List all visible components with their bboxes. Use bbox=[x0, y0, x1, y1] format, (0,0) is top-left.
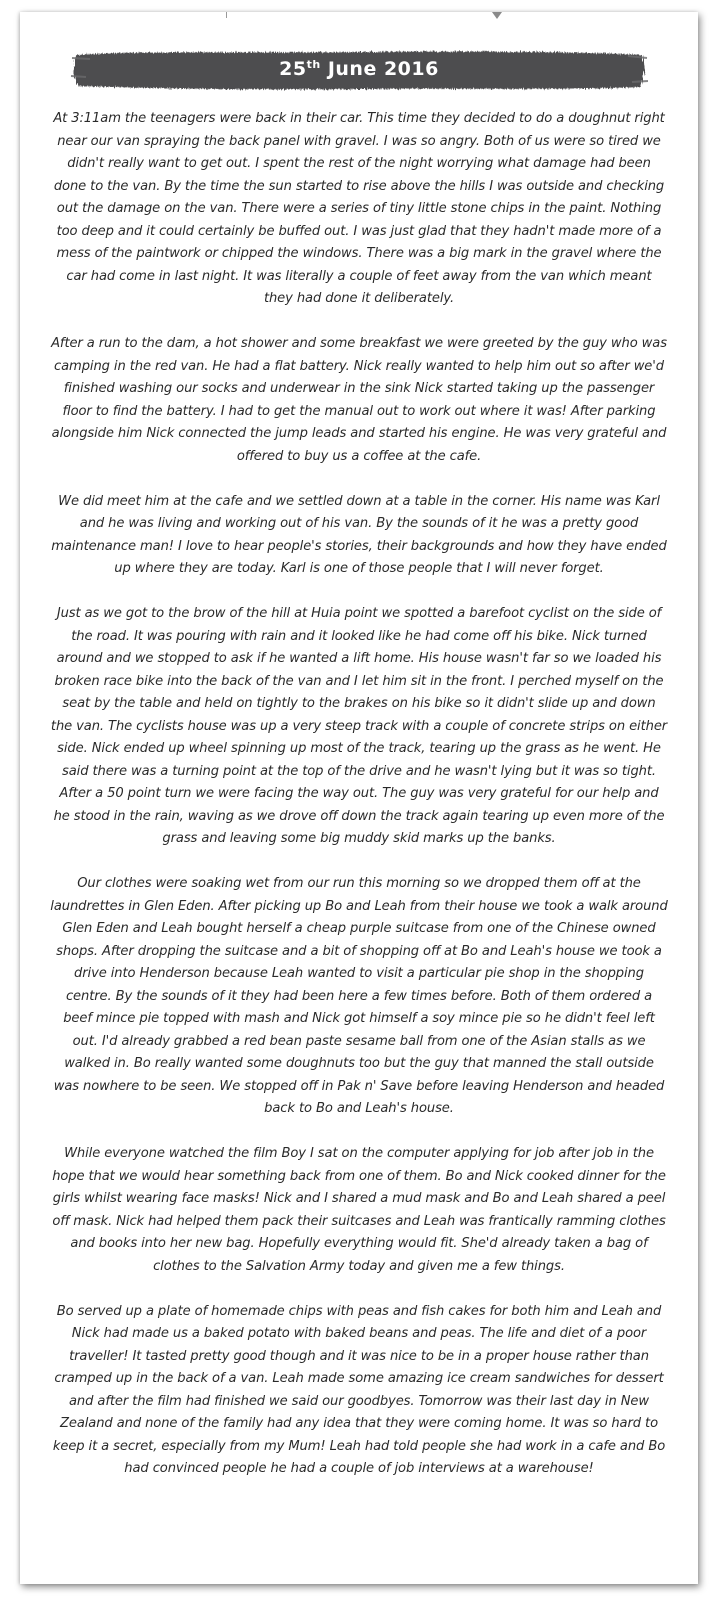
entry-body bbox=[50, 108, 668, 1503]
date-month-year: June 2016 bbox=[327, 58, 439, 80]
page-edge-mark bbox=[226, 12, 227, 18]
date-banner bbox=[70, 46, 648, 94]
page-notch bbox=[492, 12, 502, 19]
paragraph: Bo served up a plate of homemade chips with peas and fish cakes for both him and Leah and Nick had made us a baked potato with baked beans and peas. The life and diet of a poor traveller! It tasted pretty good though and it was nice to be in a proper house rather than cramped up in the back of a van. Leah made some amazing ice cream sandwiches for dessert and after the film had finished we said our goodbyes. Tomorrow was their last day in New Zealand and none of the family had any idea that they were coming home. It was so hard to keep it a secret, especially from my Mum! Leah had told people she had work in a cafe and Bo had convinced people he had a couple of job interviews at a warehouse! bbox=[52, 1303, 666, 1476]
date-day-suffix: th bbox=[306, 58, 321, 71]
entry-date bbox=[70, 46, 648, 94]
date-day: 25 bbox=[279, 58, 307, 80]
paragraph: Just as we got to the brow of the hill at Huia point we spotted a barefoot cyclist on the side of the road. It was pouring with rain and it looked like he had come off his bike. Nick turned around and we stopped to ask if he wanted a lift home. His house wasn't far so we loaded his broken race bike into the back of the van and I let him sit in the front. I perched myself on the seat by the table and held on tightly to the brakes on his bike so it didn't slide up and down the van. The cyclists house was up a very steep track with a couple of concrete strips on either side. Nick ended up wheel spinning up most of the track, tearing up the grass as he went. He said there was a turning point at the top of the drive and he wasn't lying but it was so tight. After a 50 point turn we were facing the way out. The guy was very grateful for our help and he stood in the rain, waving as we drove off down the track again tearing up even more of the grass and leaving some big muddy skid marks up the banks. bbox=[50, 606, 668, 846]
paragraph: While everyone watched the film Boy I sat on the computer applying for job after job in the hope that we would hear something back from one of them. Bo and Nick cooked dinner for the girls whilst wearing face masks! Nick and I shared a mud mask and Bo and Leah shared a peel off mask. Nick had helped them pack their suitcases and Leah was frantically ramming clothes and books into her new bag. Hopefully everything would fit. She'd already taken a bag of clothes to the Salvation Army today and given me a few things. bbox=[52, 1146, 666, 1274]
paragraph: After a run to the dam, a hot shower and some breakfast we were greeted by the guy who was camping in the red van. He had a flat battery. Nick really wanted to help him out so after we'd finished washing our socks and underwear in the sink Nick started taking up the passenger floor to find the battery. I had to get the manual out to work out where it was! After parking alongside him Nick connected the jump leads and started his engine. He was very grateful and offered to buy us a coffee at the cafe. bbox=[51, 336, 667, 464]
paragraph: We did meet him at the cafe and we settled down at a table in the corner. His name was Karl and he was living and working out of his van. By the sounds of it he was a pretty good maintenance man! I love to hear people's stories, their backgrounds and how they have ended up where they are today. Karl is one of those people that I will never forget. bbox=[51, 493, 667, 576]
paragraph: Our clothes were soaking wet from our run this morning so we dropped them off at the laundrettes in Glen Eden. After picking up Bo and Leah from their house we took a walk around Glen Eden and Leah bought herself a cheap purple suitcase from one of the Chinese owned shops. After dropping the suitcase and a bit of shopping off at Bo and Leah's house we took a drive into Henderson because Leah wanted to visit a particular pie shop in the shopping centre. By the sounds of it they had been here a few times before. Both of them ordered a beef mince pie topped with mash and Nick got himself a soy mince pie so he didn't feel left out. I'd already grabbed a red bean paste sesame ball from one of the Asian stalls as we walked in. Bo really wanted some doughnuts too but the guy that manned the stall outside was nowhere to be seen. We stopped off in Pak n' Save before leaving Henderson and headed back to Bo and Leah's house. bbox=[50, 876, 668, 1116]
journal-page bbox=[20, 12, 698, 1584]
paragraph: At 3:11am the teenagers were back in their car. This time they decided to do a doughnut right near our van spraying the back panel with gravel. I was so angry. Both of us were so tired we didn't really want to get out. I spent the rest of the night worrying what damage had been done to the van. By the time the sun started to rise above the hills I was outside and checking out the damage on the van. There were a series of tiny little stone chips in the paint. Nothing too deep and it could certainly be buffed out. I was just glad that they hadn't made more of a mess of the paintwork or chipped the windows. There was a big mark in the gravel where the car had come in last night. It was literally a couple of feet away from the van which meant they had done it deliberately. bbox=[53, 111, 665, 306]
